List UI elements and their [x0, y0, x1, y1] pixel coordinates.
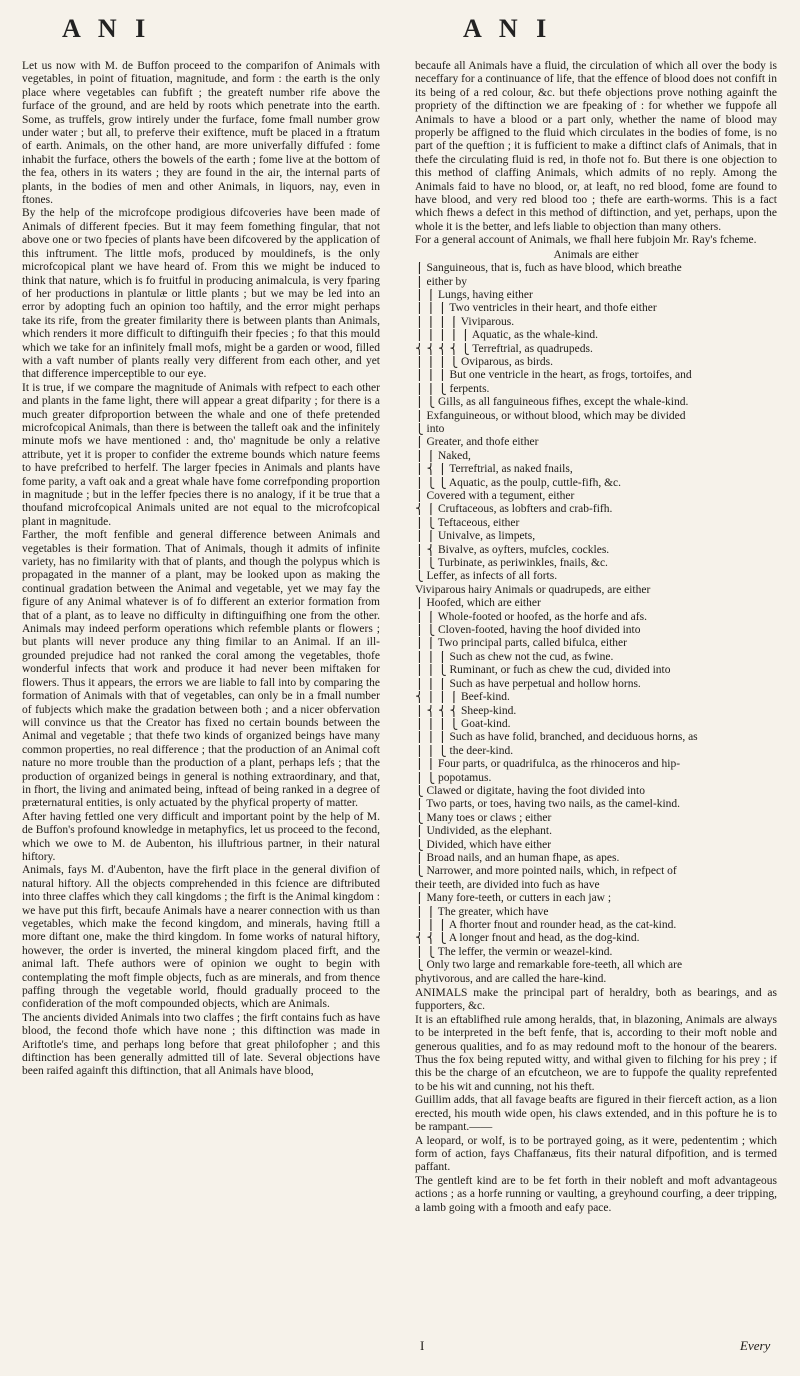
paragraph: By the help of the microfcope prodigious difcoveries have been made of Animals of different fpecies. But it may feem fomething fingular, that not above one or two fpecies of plants have been difcovered by the application of this inftrument. The little mofs, produced by mouldinefs, is the only microfcopical plant we have heard of. From this we might be induced to think that nature, which is fo fruitful in producing animalcula, is very fparing of her productions in plantulæ or little plants ; but we may be led into an error by adopting fuch an opinion too haftily, and the error might perhaps take its rife, from the greater fimilarity there is between plants than Animals, which renders it more difficult to diftinguifh their fpecies ; fo that this mould which we take for an infinitely fmall mofs, might be a garden or wood, filled with a vaft number of plants really very different from each other, and yet that difference imperceptible to our eye. — [22, 207, 380, 381]
scheme-line: Viviparous hairy Animals or quadrupeds, are either — [415, 583, 651, 596]
running-head-right: A N I — [463, 14, 553, 43]
scheme-line: ⎪ ⎪ ⎧ Such as chew not the cud, as fwine. — [415, 650, 614, 663]
paragraph: The gentleft kind are to be fet forth in their nobleft and moft advantageous actions ; as a horfe running or vaulting, a greyhound courfing, a deer tripping, a lamb going with a fmooth and eafy pace. — [415, 1174, 777, 1214]
scheme-line: ⎪ ⎪ Four parts, or quadrifulca, as the rhinoceros and hip- — [415, 758, 681, 771]
scheme-line: ⎪ ⎨ ⎧ Terreftrial, as naked fnails, — [415, 463, 573, 476]
scheme-line: ⎪ ⎧ Lungs, having either — [415, 288, 533, 301]
scheme-line: ⎩ Many toes or claws ; either — [415, 811, 552, 824]
scheme-line: ⎪ either by — [415, 275, 468, 288]
right-column — [415, 60, 777, 1360]
left-column — [22, 60, 380, 1360]
scheme-line: ⎪ ⎪ ⎧ Such as have perpetual and hollow horns. — [415, 677, 641, 690]
scheme-line: Animals are either — [553, 248, 639, 261]
scheme-line: ⎪ ⎪ ⎩ ferpents. — [415, 382, 490, 395]
scheme-line: ⎪ Exfanguineous, or without blood, which may be divided — [415, 409, 686, 422]
paragraph: It is an eftablifhed rule among heralds, that, in blazoning, Animals are always to be interpreted in the beft fenfe, that is, according to their moft noble and generous qualities, and fo as may redound moft to the honour of the bearers. Thus the fox being reputed witty, and withal given to filching for his prey ; if this be the charge of an efcutcheon, we are to fuppofe the quality reprefented to be his wit and cunning, not his theft. — [415, 1013, 777, 1093]
scheme-line: ⎪ ⎨ Bivalve, as oyfters, mufcles, cockles. — [415, 543, 610, 556]
scheme-line: ⎪ ⎪ ⎪ ⎪ ⎧ Aquatic, as the whale-kind. — [415, 329, 599, 342]
scheme-line: ⎪ ⎪ ⎪ Such as have folid, branched, and deciduous horns, as — [415, 731, 698, 744]
paragraph: For a general account of Animals, we fhall here fubjoin Mr. Ray's fcheme. — [415, 234, 757, 247]
scheme-line: their teeth, are divided into fuch as have — [415, 878, 600, 891]
scheme-line: ⎪ ⎩ ⎩ Aquatic, as the poulp, cuttle-fifh, &c. — [415, 476, 621, 489]
scheme-line: ⎩ Leffer, as infects of all forts. — [415, 570, 558, 583]
scheme-line: ⎪ ⎩ Gills, as all fanguineous fifhes, except the whale-kind. — [415, 396, 689, 409]
paragraph: Guillim adds, that all favage beafts are figured in their fierceft action, as a lion erected, his mouth wide open, his claws extended, and in this pofture he is to be rampant.—— — [415, 1094, 777, 1134]
running-head-left: A N I — [62, 14, 152, 43]
paragraph: Let us now with M. de Buffon proceed to the comparifon of Animals with vegetables, in point of fituation, magnitude, and form : the earth is the only place where vegetables can fubfift ; the greateft number rife above the furface of the ground, and are held by roots which penetrate into the earth. Some, as truffels, grow intirely under the furface, fome fmall number grow under water ; but all, to preferve their exiftence, muft be placed in a ftratum of earth. Animals, on the other hand, are more univerfally diffufed : fome inhabit the furface, others the bowels of the earth ; fome live at the bottom of the fea, others in its waters ; they are found in the air, the internal parts of plants, in the bodies of men and other Animals, in liquors, nay, even in ftones. — [22, 60, 380, 207]
scheme-line: ⎩ Divided, which have either — [415, 838, 552, 851]
scheme-line: ⎪ ⎪ ⎪ ⎩ Oviparous, as birds. — [415, 355, 553, 368]
scheme-line: ⎨ ⎨ ⎩ A longer fnout and head, as the dog-kind. — [415, 932, 640, 945]
scheme-line: ⎩ Only two large and remarkable fore-teeth, all which are — [415, 959, 683, 972]
scheme-line: ⎪ ⎧ Naked, — [415, 449, 471, 462]
scheme-line: ⎨ ⎨ ⎨ ⎨ ⎩ Terreftrial, as quadrupeds. — [415, 342, 593, 355]
paragraph: The ancients divided Animals into two claffes ; the firft contains fuch as have blood, the fecond thofe which have none ; this diftinction was made in Ariftotle's time, and perhaps long before that great philofopher ; and this diftinction has been generally admitted till of late. Several objections have been raifed againft this diftinction, that all Animals have blood, — [22, 1011, 380, 1078]
scheme-line: ⎪ ⎪ ⎪ ⎩ Goat-kind. — [415, 717, 511, 730]
scheme-line: ⎪ ⎪ ⎩ the deer-kind. — [415, 744, 514, 757]
paragraph: Animals, fays M. d'Aubenton, have the firft place in the general divifion of natural hiftory. All the objects comprehended in this fcience are diftributed into three claffes which they call kingdoms ; the firft is the Animal kingdom : we have put this firft, becaufe Animals have a nearer connection with us than vegetables, which make the fecond kingdom, and minerals, having ftill a more diftant one, make the third kingdom. In fome works of natural hiftory, however, the order is inverted, the mineral kingdom placed firft, and the animal laft. Thefe authors were of opinion we ought to begin with contemplating the moft fimple objects, fuch as are minerals, and from thence paffing through the vegetable world, fhould gradually proceed to the confideration of the moft compounded objects, which are Animals. — [22, 864, 380, 1011]
scheme-line: ⎪ ⎩ Cloven-footed, having the hoof divided into — [415, 624, 641, 637]
catchword: Every — [740, 1338, 771, 1353]
scheme-line: ⎪ ⎧ Whole-footed or hoofed, as the horfe and afs. — [415, 610, 647, 623]
paragraph: A leopard, or wolf, is to be portrayed going, as it were, pedententim ; which form of action, fays Chaffanæus, fits their natural difpofition, and is termed paffant. — [415, 1134, 777, 1174]
scheme-line: ⎧ Hoofed, which are either — [415, 597, 541, 610]
paragraph: After having fettled one very difficult and important point by the help of M. de Buffon's profound knowledge in metaphyfics, let us proceed to the fecond, which we owe to M. de Aubenton, his illuftrious partner, in their natural hiftory. — [22, 810, 380, 863]
scheme-line: ⎪ ⎨ ⎨ ⎨ Sheep-kind. — [415, 704, 517, 717]
scheme-line: ⎩ Narrower, and more pointed nails, which, in refpect of — [415, 865, 677, 878]
scheme-line: ⎪ ⎩ popotamus. — [415, 771, 492, 784]
scheme-line: ⎪ ⎪ ⎧ A fhorter fnout and rounder head, as the cat-kind. — [415, 919, 677, 931]
scheme-line: ⎨ ⎪ ⎪ ⎧ Beef-kind. — [415, 691, 510, 704]
paragraph: Farther, the moft fenfible and general difference between Animals and vegetables is their formation. That of Animals, though it admits of infinite variety, has no fimilarity with that of plants, and though the polypus which is propagated in the manner of a plant, may be looked upon as making the continual gradation between the Animal and vegetable, yet we may fay the figure of any Animal whatever is of fo different an exterior formation from that of a plant, as to leave no difficulty in diftinguifhing one from the other. Animals may indeed perform operations which refemble plants or flowers ; but plants will never produce any thing fimilar to an Animal. If an ill-grounded prejudice had not ranked the coral among the vegetables, thofe wonderful infects that work and produce it had never been miftaken for flowers. Thus it appears, the errors we are liable to fall into by comparing the formation of Animals with that of vegetables, can only be in a fmall number of fubjects which make the gradation between both ; and a nicer obfervation will convince us that the Creator has fixed no certain bounds between the Animal and vegetable ; that thefe two kinds of organized beings have many common properties, no real difference ; that the production of an Animal coft nature no more trouble than the production of a plant, perhaps lefs ; that the production of organized beings in general is nothing extraordinary, and that, in fhort, the living and animated being, inftead of being ranked in a degree of præternatural entities, is only actuated by the phyfical property of matter. — [22, 529, 380, 810]
paragraph: It is true, if we compare the magnitude of Animals with refpect to each other and plants in the fame light, there will appear a great difparity ; for there is a much greater difproportion between the whale and one of thefe pretended microfcopical Animals, than there is between the talleft oak and the infinitely minute mofs we have mentioned : and, tho' magnitude be only a relative attribute, yet it is proper to confider the extreme bounds which nature feems to have prefcribed to herfelf. The larger fpecies in Animals and plants have fome parity, a vaft oak and a great whale have fome correfponding proportion in magnitude ; but in the leffer fpecies there is no analogy, if it be true that a thoufand microfcopical Animals united are not equal to the microfcopical plant in magnitude. — [22, 381, 380, 528]
scheme-line: ⎪ ⎪ ⎪ But one ventricle in the heart, as frogs, tortoifes, and — [415, 369, 692, 382]
paragraph: ANIMALS make the principal part of heraldry, both as bearings, and as fupporters, &c. — [415, 987, 777, 1013]
scheme-line: ⎪ ⎧ Univalve, as limpets, — [415, 530, 536, 543]
scheme-line: ⎩ Clawed or digitate, having the foot divided into — [415, 784, 645, 797]
classification-scheme — [415, 249, 777, 986]
scheme-line: ⎪ ⎪ ⎩ Ruminant, or fuch as chew the cud, divided into — [415, 664, 671, 677]
scheme-line: ⎧ Many fore-teeth, or cutters in each jaw ; — [415, 892, 612, 905]
scheme-line: ⎪ ⎪ ⎪ ⎧ Viviparous. — [415, 315, 515, 328]
scheme-line: ⎪ ⎩ The leffer, the vermin or weazel-kind. — [415, 945, 613, 958]
scheme-line: ⎧ Two parts, or toes, having two nails, as the camel-kind. — [415, 798, 681, 811]
scheme-line: ⎩ into — [415, 422, 445, 435]
scheme-line: ⎧ Broad nails, and an human fhape, as apes. — [415, 851, 620, 864]
scheme-line: ⎪ ⎪ ⎧ Two ventricles in their heart, and thofe either — [415, 302, 657, 315]
scheme-line: ⎧ Undivided, as the elephant. — [415, 825, 553, 838]
scheme-line: ⎧ Greater, and thofe either — [415, 436, 539, 449]
scheme-line: ⎪ ⎩ Turbinate, as periwinkles, fnails, &c. — [415, 557, 608, 570]
scheme-line: ⎪ Covered with a tegument, either — [415, 490, 575, 502]
scheme-line: ⎨ ⎧ Cruftaceous, as lobfters and crab-fifh. — [415, 503, 613, 516]
scheme-line: ⎪ ⎧ Two principal parts, called bifulca, either — [415, 637, 627, 650]
scheme-line: ⎪ ⎧ The greater, which have — [415, 905, 549, 918]
scheme-line: ⎧ Sanguineous, that is, fuch as have blood, which breathe — [415, 262, 682, 275]
paragraph: becaufe all Animals have a fluid, the circulation of which all over the body is neceffary for a continuance of life, that the effence of blood does not confift in its being of a red colour, &c. but thefe objections prove nothing againft the propriety of the diftinction we are fpeaking of : for whether we fuppofe all Animals to have a blood or a part only, whether the name of blood may properly be affigned to the fluid which circulates in the bodies of fome, is no part of the queftion ; it is fufficient to make a diftinct clafs of Animals, that in thefe the circulating fluid is red, in thofe not fo. But there is one objection to this method of claffing Animals, which admits of no reply. Among the Animals faid to have no blood, or, at leaft, no red blood, fome are found to have blood, and very red blood too ; thefe are earth-worms. This is a fact which fhews a defect in this method of diftinction, and yet, perhaps, upon the whole it is the better, and lefs liable to objection than many others. — [415, 60, 777, 233]
signature-mark: I — [420, 1338, 425, 1353]
scheme-line: ⎪ ⎩ Teftaceous, either — [415, 516, 520, 529]
scheme-line: phytivorous, and are called the hare-kind. — [415, 972, 607, 985]
